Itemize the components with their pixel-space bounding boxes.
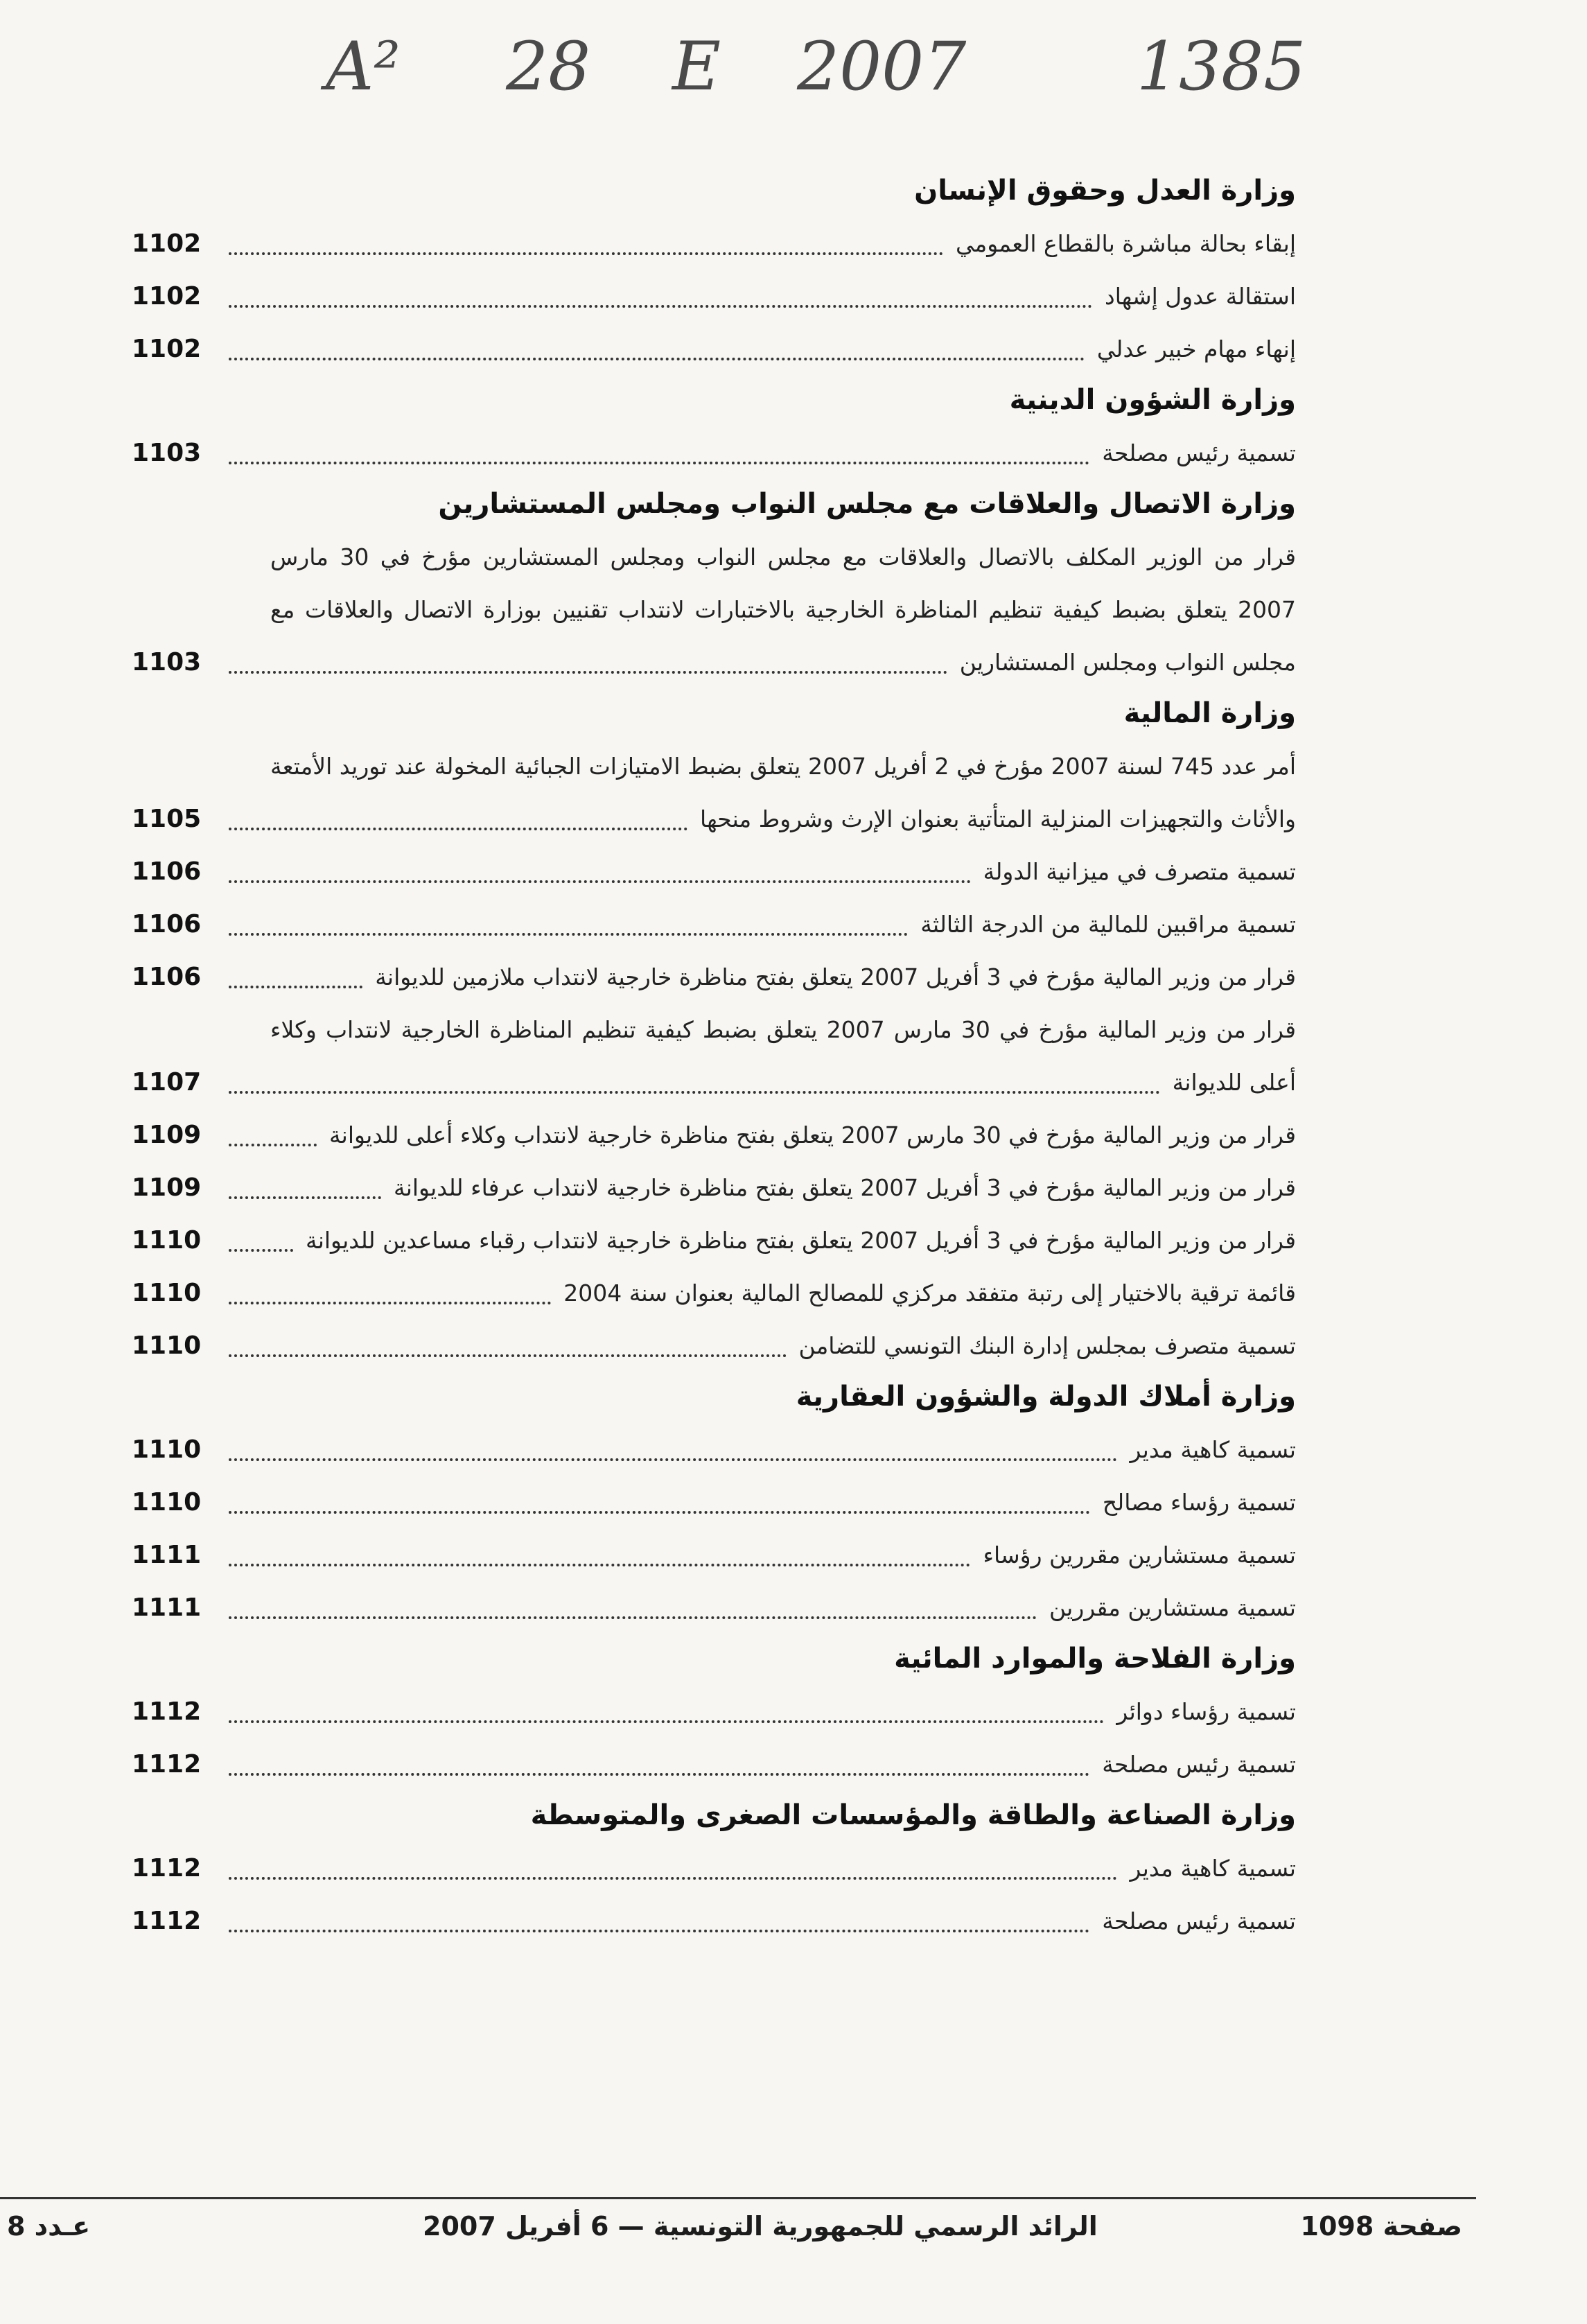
dot-leader xyxy=(229,1928,1089,1932)
dot-leader xyxy=(229,825,687,830)
dot-leader xyxy=(229,1194,381,1199)
handwritten-note-part: 28 xyxy=(506,28,591,105)
toc-page-number: 1112 xyxy=(132,1697,202,1726)
toc-page-number: 1103 xyxy=(132,439,202,467)
toc-entry xyxy=(132,1162,1296,1214)
toc-entry-text: إنهاء مهام خبير عدلي xyxy=(1091,335,1296,362)
toc-entry xyxy=(132,1582,1296,1634)
toc-entry-text: تسمية رئيس مصلحة xyxy=(1096,439,1296,466)
toc-page-number: 1112 xyxy=(132,1854,202,1882)
page-footer xyxy=(0,2211,1587,2253)
ministry-heading: وزارة المالية xyxy=(1123,697,1296,729)
dot-leader xyxy=(229,1456,1117,1461)
dot-leader xyxy=(229,250,943,255)
dot-leader xyxy=(229,356,1085,360)
toc-entry-text: تسمية كاهية مدير xyxy=(1124,1436,1296,1463)
toc-entry xyxy=(132,218,1296,270)
toc-entry xyxy=(132,427,1296,480)
toc-entry xyxy=(132,1267,1296,1320)
toc-page-number: 1110 xyxy=(132,1435,202,1464)
toc-page-number: 1106 xyxy=(132,910,202,938)
toc-page-number: 1110 xyxy=(132,1331,202,1360)
dot-leader xyxy=(229,1089,1160,1094)
ministry-heading: وزارة العدل وحقوق الإنسان xyxy=(914,175,1296,207)
handwritten-note-part: 2007 xyxy=(797,28,967,105)
dot-leader xyxy=(229,1300,551,1304)
toc-page-number: 1107 xyxy=(132,1068,202,1097)
dot-leader xyxy=(229,303,1092,308)
dot-leader xyxy=(229,460,1089,464)
toc-entry xyxy=(132,1476,1296,1529)
toc-entry-text: استقالة عدول إشهاد xyxy=(1099,283,1296,310)
dot-leader xyxy=(229,1718,1104,1723)
toc-page-number: 1106 xyxy=(132,857,202,886)
dot-leader xyxy=(229,1614,1037,1619)
toc-entry xyxy=(132,1320,1296,1372)
toc-page-number: 1103 xyxy=(132,648,202,676)
dot-leader xyxy=(229,1142,317,1146)
toc-page-number: 1105 xyxy=(132,805,202,833)
toc-entry-text: قرار من وزير المالية مؤرخ في 3 أفريل 2007 يتعلق بفتح مناظرة خارجية لانتداب ملازمين للديوانة xyxy=(369,963,1296,990)
toc-entry-text: تسمية كاهية مدير xyxy=(1124,1855,1296,1882)
toc-entry-text: قرار من وزير المالية مؤرخ في 3 أفريل 2007 يتعلق بفتح مناظرة خارجية لانتداب عرفاء للديوانة xyxy=(388,1174,1296,1201)
toc-entry-text: تسمية مستشارين مقررين رؤساء xyxy=(977,1541,1296,1569)
toc-page-number: 1110 xyxy=(132,1488,202,1517)
handwritten-note-part: 1385 xyxy=(1137,28,1306,105)
toc-entry xyxy=(132,846,1296,898)
toc-entry xyxy=(132,898,1296,951)
toc-entry-text: تسمية رؤساء دوائر xyxy=(1111,1698,1296,1725)
journal-title: الرائد الرسمي للجمهورية التونسية — 6 أفريل 2007 xyxy=(423,2211,1098,2242)
toc-page-number: 1112 xyxy=(132,1750,202,1779)
toc-entry-text: تسمية رؤساء مصالح xyxy=(1097,1489,1296,1516)
dot-leader xyxy=(229,931,908,936)
toc-entry xyxy=(132,1529,1296,1582)
toc-page-number: 1111 xyxy=(132,1593,202,1622)
toc-entry-text: قرار من الوزير المكلف بالاتصال والعلاقات مع مجلس النواب ومجلس المستشارين مؤرخ في 30 مارس 2007 يتعلق بضبط كيفية تنظيم المناظرة الخارجية بالاختبارات لانتداب تقنيين بوزارة الاتصال والعلاقات مع مجلس النواب ومجلس المستشارين xyxy=(270,543,1296,676)
toc-entry xyxy=(132,1214,1296,1267)
dot-leader xyxy=(229,1352,787,1357)
toc-entry-text: قرار من وزير المالية مؤرخ في 3 أفريل 2007 يتعلق بفتح مناظرة خارجية لانتداب رقباء مساعدين للديوانة xyxy=(300,1227,1296,1254)
toc-entry-text: قائمة ترقية بالاختيار إلى رتبة متفقد مركزي للمصالح المالية بعنوان سنة 2004 xyxy=(558,1279,1296,1307)
footer-divider xyxy=(0,2197,1476,2199)
toc-entry xyxy=(132,1842,1296,1895)
table-of-contents xyxy=(132,166,1296,1948)
toc-entry xyxy=(132,1004,1296,1109)
handwritten-note-part: E xyxy=(672,28,721,105)
toc-page-number: 1112 xyxy=(132,1907,202,1935)
toc-entry-text: تسمية رئيس مصلحة xyxy=(1096,1907,1296,1934)
ministry-heading: وزارة الفلاحة والموارد المائية xyxy=(894,1643,1296,1675)
toc-entry xyxy=(132,531,1296,689)
toc-page-number: 1110 xyxy=(132,1226,202,1255)
handwritten-note xyxy=(326,28,1351,125)
toc-page-number: 1111 xyxy=(132,1541,202,1569)
dot-leader xyxy=(229,878,971,883)
toc-entry xyxy=(132,951,1296,1004)
ministry-heading: وزارة الصناعة والطاقة والمؤسسات الصغرى والمتوسطة xyxy=(530,1799,1296,1831)
dot-leader xyxy=(229,984,362,988)
toc-entry xyxy=(132,1738,1296,1791)
toc-entry xyxy=(132,740,1296,846)
handwritten-note-part: A² xyxy=(326,28,401,105)
dot-leader xyxy=(229,1771,1089,1776)
toc-entry-text: تسمية متصرف بمجلس إدارة البنك التونسي للتضامن xyxy=(794,1332,1297,1359)
toc-entry xyxy=(132,1424,1296,1476)
ministry-heading: وزارة الشؤون الدينية xyxy=(1009,384,1296,416)
toc-page-number: 1109 xyxy=(132,1173,202,1202)
page-number-label: صفحة 1098 xyxy=(1300,2211,1462,2242)
dot-leader xyxy=(229,1875,1117,1880)
toc-page-number: 1102 xyxy=(132,229,202,258)
toc-entry-text: قرار من وزير المالية مؤرخ في 30 مارس 2007 يتعلق بضبط كيفية تنظيم المناظرة الخارجية لانتداب وكلاء أعلى للديوانة xyxy=(270,1016,1297,1096)
ministry-heading: وزارة أملاك الدولة والشؤون العقارية xyxy=(796,1381,1296,1413)
issue-number-label: عـدد 8 xyxy=(7,2211,91,2242)
toc-entry-text: قرار من وزير المالية مؤرخ في 30 مارس 2007 يتعلق بفتح مناظرة خارجية لانتداب وكلاء أعلى للديوانة xyxy=(324,1121,1296,1148)
toc-page-number: 1102 xyxy=(132,282,202,311)
toc-page-number: 1106 xyxy=(132,963,202,991)
toc-page-number: 1102 xyxy=(132,335,202,363)
toc-entry xyxy=(132,323,1296,376)
toc-entry xyxy=(132,1109,1296,1162)
dot-leader xyxy=(229,1509,1090,1514)
toc-entry xyxy=(132,270,1296,323)
toc-page-number: 1110 xyxy=(132,1279,202,1307)
toc-page-number: 1109 xyxy=(132,1121,202,1149)
ministry-heading: وزارة الاتصال والعلاقات مع مجلس النواب ومجلس المستشارين xyxy=(438,488,1296,520)
toc-entry xyxy=(132,1895,1296,1948)
dot-leader xyxy=(229,1247,293,1252)
toc-entry-text: تسمية رئيس مصلحة xyxy=(1096,1751,1296,1778)
toc-entry-text: إبقاء بحالة مباشرة بالقطاع العمومي xyxy=(950,230,1296,257)
dot-leader xyxy=(229,1562,970,1566)
toc-entry-text: تسمية مستشارين مقررين xyxy=(1044,1594,1296,1621)
toc-entry-text: أمر عدد 745 لسنة 2007 مؤرخ في 2 أفريل 2007 يتعلق بضبط الامتيازات الجبائية المخولة عند توريد الأمتعة والأثاث والتجهيزات المنزلية المتأتية بعنوان الإرث وشروط منحها xyxy=(270,753,1296,832)
toc-entry-text: تسمية مراقبين للمالية من الدرجة الثالثة xyxy=(915,911,1296,938)
dot-leader xyxy=(229,669,947,674)
toc-entry xyxy=(132,1686,1296,1738)
toc-entry-text: تسمية متصرف في ميزانية الدولة xyxy=(978,858,1296,885)
